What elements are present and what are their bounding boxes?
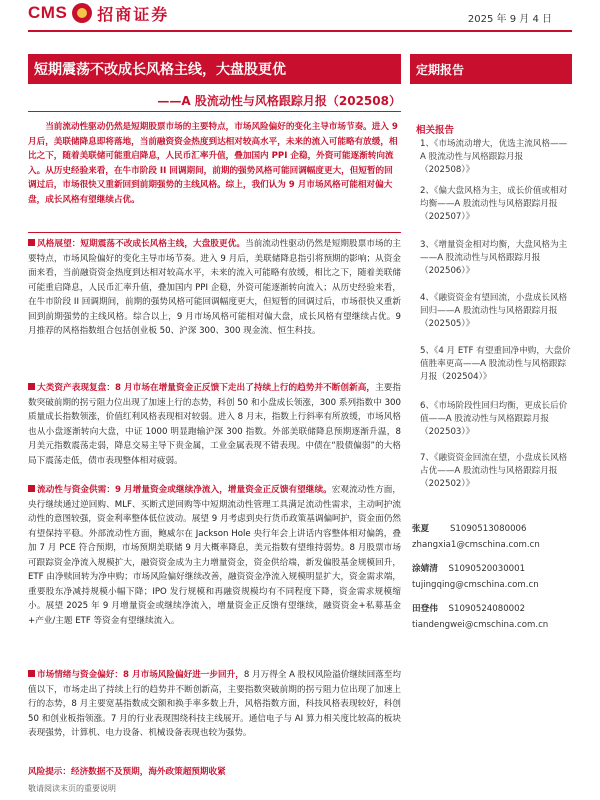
summary-divider — [28, 232, 401, 233]
section-asset-review — [28, 381, 401, 468]
related-report-item[interactable]: 4、《融资资金有望回流，小盘成长风格回归——A 股流动性与风格跟踪月报（202505）》 — [420, 293, 568, 329]
section-lead: 大类资产表现复盘：8 月市场在增量资金正反馈下走出了持续上行的趋势并不断创新高， — [37, 383, 376, 393]
analyst-entry — [412, 522, 526, 534]
section-style-outlook — [28, 237, 401, 339]
related-report-item[interactable]: 6、《市场阶段性回归均衡，更成长后价值——A 股流动性与风格跟踪月报（202503）》 — [420, 401, 568, 437]
analyst-id: S1090513080006 — [449, 524, 527, 534]
related-report-item[interactable]: 1、《市场流动增大，优选主流风格——A 股流动性与风格跟踪月报（202508）》 — [420, 139, 568, 175]
section-text: 8 月万得全 A 股权风险溢价继续回落至均值以下，市场走出了持续上行的趋势并不断创新高，主要指数突破前期的拐亏阻力位出现了加速上行的态势，8 月主要宽基指数成交额和换手率多数上升，风格指数方面，科技风格表现较好，科创 50 和创业板指领涨。7 月的行业表现围绕科技主线展开。通信电子与 AI 算力相关度比较高的板块表现强势，计算机、电力设备、机械设备表现也较为强势。 — [28, 670, 401, 738]
analyst-email[interactable]: tujingqing@cmschina.com.cn — [412, 580, 539, 590]
analyst-id: S1090524080002 — [448, 604, 526, 614]
related-reports-title: 相关报告 — [416, 125, 455, 136]
report-title: 短期震荡不改成长风格主线，大盘股更优 — [28, 54, 401, 84]
section-sentiment — [28, 668, 401, 741]
section-lead: 风格展望：短期震荡不改成长风格主线，大盘股更优。 — [37, 239, 246, 249]
logo-emblem-icon — [72, 3, 92, 23]
related-report-item[interactable]: 5、《4 月 ETF 有望重回净申购，大盘价值胜率更高——A 股流动性与风格跟踪月报（202504）》 — [420, 346, 571, 382]
company-logo — [28, 0, 218, 26]
analyst-id: S1090520030001 — [448, 564, 526, 574]
logo-text-cn: 招商证券 — [97, 4, 170, 24]
section-text: 宏观流动性方面，央行继续通过逆回购、MLF、买断式逆回购等中短期流动性管理工具满足流动性需求，主动呵护流动性的意图较强，资金利率整体低位波动。展望 9 月考虑到央行货币政策基调偏呵护，资金面仍然有望保持平稳。外部流动性方面，鲍威尔在 Jackson Hole 央行年会上讲话内容整体相对偏鸽，叠加 7 月 PCE 符合预期，市场预期美联储 9 月大概率降息，美元指数有望维持弱势。8 月股票市场可跟踪资金净流入规模扩大，融资资金成为主力增量资金，资金供给端，新发偏股基金规模回升，ETF 由净赎回转为净申购；市场风险偏好继续改善，融资资金净流入规模明显扩大，资金需求端，重要股东净减持规模小幅下降；IPO 发行规模和再融资规模均有不同程度下降，资金需求规模缩小。展望 2025 年 9 月增量资金或继续净流入，增量资金正反馈有望继续，融资资金+私募基金+产业/主题 ETF 等资金有望继续流入。 — [28, 485, 401, 626]
logo-text-en: CMS — [28, 3, 68, 22]
analyst-email[interactable]: tiandengwei@cmschina.com.cn — [412, 620, 549, 630]
subtitle-divider — [28, 111, 401, 112]
square-bullet-icon — [28, 239, 35, 246]
section-lead: 市场情绪与资金偏好：8 月市场风险偏好进一步回升， — [37, 670, 244, 680]
related-report-item[interactable]: 7、《融资资金回流在望，小盘成长风格占优——A 股流动性与风格跟踪月报（202502）》 — [420, 453, 568, 489]
section-lead: 流动性与资金供需：9 月增量资金或继续净流入，增量资金正反馈有望继续。 — [37, 485, 332, 495]
square-bullet-icon — [28, 383, 35, 390]
analyst-name: 田登伟 — [412, 604, 438, 614]
report-type-label: 定期报告 — [410, 54, 572, 84]
section-liquidity — [28, 483, 401, 628]
report-date: 2025 年 9 月 4 日 — [467, 14, 552, 25]
header-divider — [28, 30, 572, 32]
analyst-email[interactable]: zhangxia1@cmschina.com.cn — [412, 540, 540, 550]
report-subtitle: ——A 股流动性与风格跟踪月报（202508） — [157, 94, 401, 108]
analyst-name: 涂婧清 — [412, 564, 438, 574]
analyst-name: 张夏 — [412, 524, 430, 534]
square-bullet-icon — [28, 485, 35, 492]
footer-note: 敬请阅读末页的重要说明 — [28, 784, 116, 793]
square-bullet-icon — [28, 670, 35, 677]
section-text: 当前流动性驱动仍然是短期股票市场的主要特点，市场风险偏好的变化主导市场节奏。进入 9 月后，美联储降息指引将预期的影响；从资金面来看，当前融资资金热度到达相对较高水平，未来的流入可能略有放缓，相比之下，随着美联储可能重启降息，人民币汇率升值，叠加国内 PPI 企稳，外资可能逐渐转向流入；从历史经验来看，在牛市阶段 II 回调期间，前期的强势风格可能回调幅度更大，但短暂的回调过后，市场很快又重新回到前期强势的主线风格。综合以上，9 月市场风格可能相对偏大盘，成长风格有望继续占优。9 月推荐的风格指数组合包括创业板 50、沪深 300、300 现金流、恒生科技。 — [28, 239, 401, 336]
executive-summary: 当前流动性驱动仍然是短期股票市场的主要特点，市场风险偏好的变化主导市场节奏。进入 9 月后，美联储降息即将落地，当前融资资金热度到达相对较高水平，未来的流入可能略有放缓，相比之下，随着美联储可能重启降息，人民币汇率升值，叠加国内 PPI 企稳，外资可能逐渐转向流入。从历史经验来看，在牛市阶段 II 回调期间，前期的强势风格可能回调幅度更大，但短暂的回调过后，市场很快又重新回到前期强势的主线风格。综上，我们认为 9 月市场风格可能相对偏大盘，成长风格有望继续占优。 — [28, 122, 398, 205]
related-report-item[interactable]: 3、《增量资金相对均衡，大盘风格为主——A 股流动性与风格跟踪月报（202506）》 — [420, 240, 568, 276]
analyst-entry — [412, 602, 525, 614]
related-report-item[interactable]: 2、《偏大盘风格为主，成长价值或相对均衡——A 股流动性与风格跟踪月报（202507）》 — [420, 186, 568, 222]
risk-warning: 风险提示：经济数据不及预期，海外政策超预期收紧 — [28, 767, 226, 777]
section-text: 主要指数突破前期的拐亏阻力位出现了加速上行的态势，科创 50 和小盘成长领涨，300 系列指数中 300 质量成长指数领涨，价值红利风格表现相对较弱。进入 8 月末，指数上行斜率有所放缓，市场风格也从小盘逐渐转向大盘，中证 1000 明显跑输沪深 300 指数。外部美联储降息预期逐渐升温，8 月美元指数震荡走弱，降息交易主导下贵金属，工业金属表现不错表现。中债在“股债偏弱”的大格局下震荡走低，债市表现整体相对疲弱。 — [28, 383, 401, 466]
analyst-entry — [412, 562, 525, 574]
